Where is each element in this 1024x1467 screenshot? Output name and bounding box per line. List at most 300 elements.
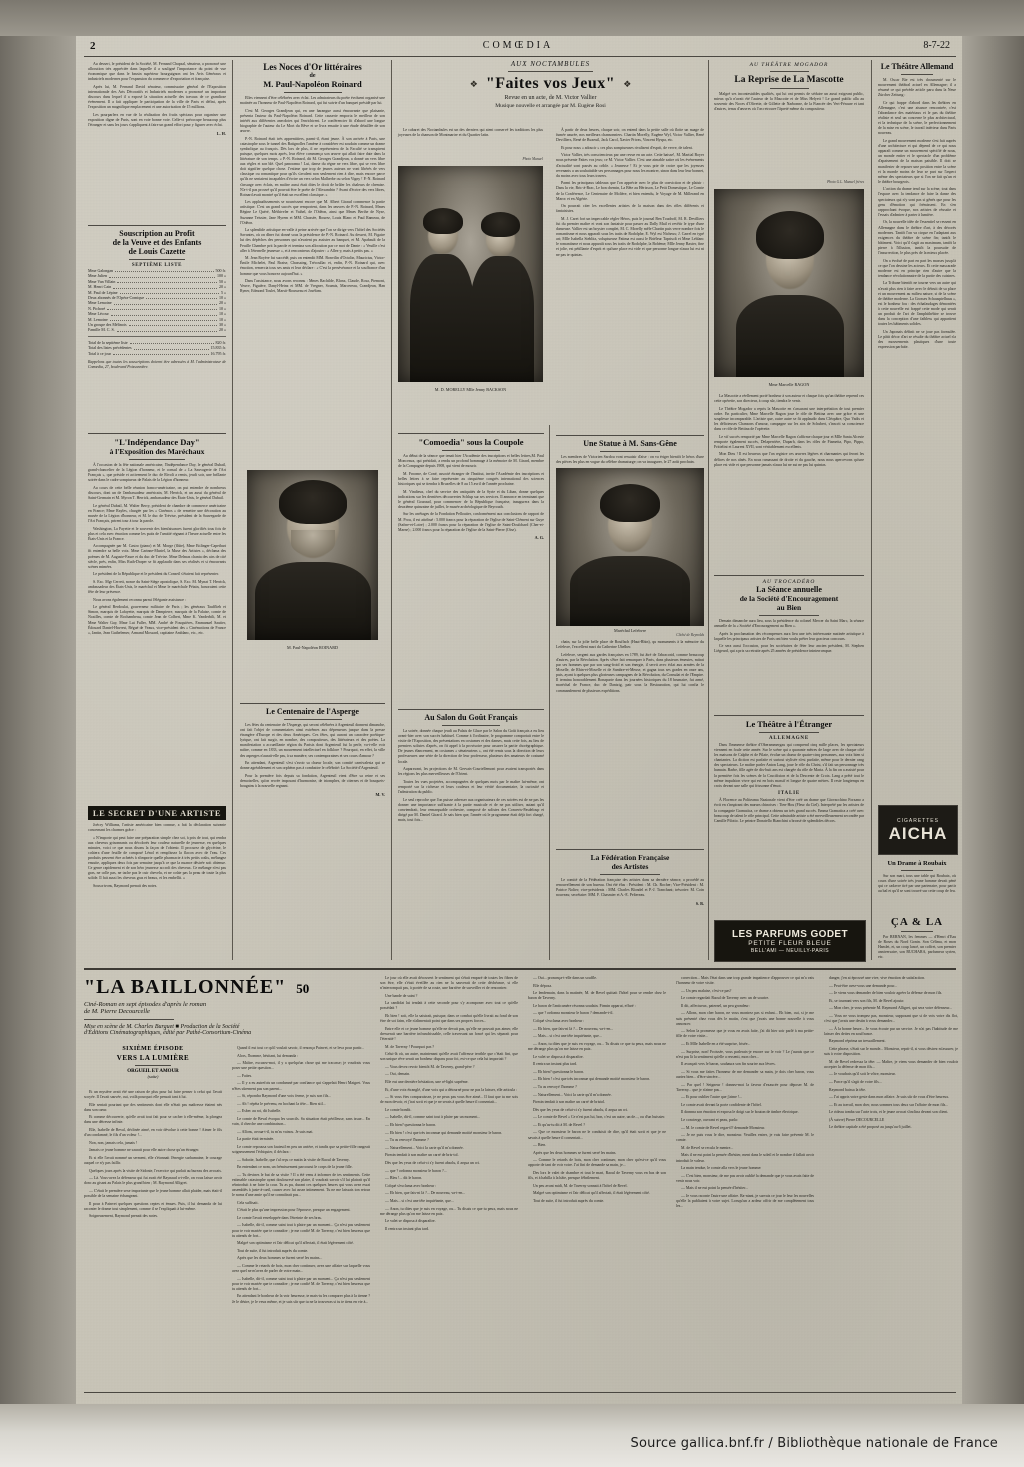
divider — [770, 88, 809, 89]
portrait-roinard-photo — [247, 470, 378, 640]
paragraph: Dans l'assistance, nous avons reconnu : Mmes Rachilde, Blonx, Claude, Rosa, Piemont, Veuve, Figuière, Danyl-Heinz et MM. de Vregner, Soumis, Marcereau, Crandjean, Han Ryner, Edmond Toulet, Marsit-Rousseau et Joséfam. — [240, 279, 385, 294]
dot-leader — [113, 351, 209, 355]
paragraph: — Naturellement... Voici la carte qu'il m'a donnée. — [533, 1092, 612, 1097]
paragraph: En attendant le bonheur de la voir heureuse, te mais-tu les comparer plus à la tienne ? Je le désire, je le veux même, et je suis sûr que tu ne la trouveras si tu te tiens en vie à... — [232, 1294, 370, 1304]
sans-gene-intro: Les membres de Victorien Sardou vont ressaisir d'aise : on va ériger bientôt le héros d'une des pièces les plus en vogue du célèbre dramaturge; on va inaugurer, le 27 août prochain. — [556, 455, 704, 465]
coupole-title: "Comoedia" sous la Coupole — [418, 437, 524, 447]
paragraph: Le seul reproche que l'on puisse adresser aux organisateurs de ces soirées est de ne pas les donner une importance suffisante à la partie musicale et de ne pas utiliser, autant qu'il conviendrait, leur remarquable orchestre, composé de solistes des Concerts-Pasdeloup et dirigé par M. Daniel Girard. Je sais bien que, l'année où le programme était déjà fort chargé, mais, tout fois... — [398, 797, 544, 822]
paragraph: Mais il ne eut point la pensée d'hésiter, ment dans le soleil et le nombre il fallait avoir introduit le valeur. — [676, 1153, 815, 1163]
paragraph: M. de Taverny ! Pourquoi pas ? — [385, 1044, 435, 1049]
subscriber-name: Un groupe des Mélinois — [88, 322, 127, 328]
divider — [770, 71, 809, 72]
paragraph: Des lors le valet de chambre et tout le mari, Raoul de Taverny vous en bas de son fils, et à habilla à la hâte, presque fébrilement. — [528, 1171, 666, 1181]
subscriber-amount: 10 » — [219, 316, 226, 322]
etranger-title: Le Théâtre à l'Étranger — [745, 719, 833, 729]
paragraph: Or, la nouvelle idée de l'essentiel se ressent en Allemagne dans le théâtre d'art, à des décorés modernes. Tantôt l'on va cirque en l'adaptant aux exigences du théâtre de scène fin; tantôt le bâtiment. Voici qu'il s'agit au maximum, tantôt la pierre à l'illusion, tantôt la poursuite de l'insurrection, le plus près de la mieux placée. — [878, 220, 956, 255]
dot-leader — [117, 327, 217, 331]
paragraph: Elle, Isabelle de Beval, déclinée aimé, en voir dévolue à cette bonne ! Aimer le fils d'un condamné, le fils d'un voleur !... — [84, 1128, 222, 1138]
serial-column-3 — [380, 976, 518, 1234]
paragraph: — C'était le première sexe importante que le jeune homme allait plaider, mais était-il possible de la semaine échangeant. — [84, 1188, 222, 1198]
paragraph: — Peut-être avez-vous une demande pour... — [829, 983, 898, 988]
faites-vos-jeux-title: "Faites vos Jeux" — [485, 75, 616, 92]
allemagne-label: ALLEMAGNE — [769, 736, 809, 741]
paragraph: Le comte de Beval évoqua les sourcils. Sa situation était périlleuse, sans issue... En vain, il cherche une combinaison... — [232, 1116, 370, 1127]
scan-source-credit: Source gallica.bnf.fr / Bibliothèque nationale de France — [630, 1436, 998, 1451]
paragraph: M. Froome, de Coné, associé étranger de l'Institut, invite l'Académie des inscriptions et belles lettres à se faire représenter au cinquième congrès international des sciences historiques qui se tiendra à Bruxelles de 8 au 15 avril de l'année prochaine. — [398, 471, 544, 486]
paragraph: — Tu devines le but de sa visite ? Il a été venu à informer de tes sentiments. Cette estimable catastrophe ayant doulouresé son plaire, il voudrait savoir s'il lui plairait qu'il réintroduit à ne faire la cour. Tu as pu, durant ces quelques heures qui vous avez essai assemblés à juste-à-cœil, causer avec lui assez intimement. Tu ne me laissais ton retour le noms d'une amie qu'il ne connaîtrait pas... — [232, 1172, 370, 1198]
paragraph: — Si vous me faites l'honneur de me demander sa main, je dois cher baron, vous auriez bien... d'être sincère... — [676, 1069, 814, 1079]
paragraph: Elles viennent d'être célébrées avec éclat. Les admirateurs du poète évoluent organisé une matinée au l'honneur de Paul-Napoléon Roinard, qui fut suivie d'un banquet présidé par lui. — [240, 96, 385, 106]
paragraph: Le vif succès remporté par Mme Marcelle Ragon s'affirme chaque jour et Mlle Santa Alceste remporte également succès, Delaperrière, Duparh, dans les rôles de Fiametta, Pipo, Pippo, Frittelini et Laurent XVII, sont véritablement excellents. — [714, 434, 864, 449]
paragraph: À Florence au Politeama Nazionale vient d'être créé un drame que Giovacchino Forzano a écrit en s'inspirant des mœurs chinoises : Tien-Hou (Fleur du Ciel). Interprété par les artistes de la compagnie Gramatica, ce drame a obtenu un très grand succès. Emma Gramatica a créé avec beaucoup de talent le rôle principal. Cette admirable artiste a été merveilleusement secondée par Camille Pilotto. Le peintre Donatello Bianchini a brossé de splendides décors. — [714, 798, 864, 823]
divider — [714, 715, 864, 716]
dot-leader — [107, 306, 217, 310]
paragraph: Et un mystère avait été une raison de plus pour lui faire penser à celui qui l'avait scoyée. Il l'avait sauvée, oui, voilà pourquoi elle pensait tant à lui. — [84, 1090, 222, 1100]
paragraph: Colqué s'exclama avec bonheur : — [385, 1183, 437, 1188]
divider — [901, 74, 932, 75]
paragraph: M. de Revel redressa la tête: — Maître, je viens vous demander de bien vouloir accepter la défense de mon fils... — [824, 1059, 958, 1069]
paragraph: — Que ce monsieur le baron ne le conduisit de dire, qu'il était sorti et que je ne savais à quelle heure il consentait... — [528, 1130, 666, 1140]
federation-title-1: La Fédération Française — [590, 853, 670, 862]
subscriber-name: Mme Lécour — [88, 311, 109, 317]
paragraph: Soigneusement, Raymond prenait des notes. — [89, 1214, 158, 1219]
noctambules-kicker: AUX NOCTAMBULES — [510, 60, 591, 68]
divider — [600, 451, 659, 452]
paragraph: Au dessert, le président de la Société, M. Fernand Chapsal, sénateur, a prononcé une allocution très appréciée dans laquelle il a souligné l'importance du point de vue économique que dans le bassin supérieur bourguignon ont les Avis Généraux et industriels modernes pour l'expansion du commerce d'exportation et française. — [88, 62, 226, 82]
paragraph: C'était le plus qu'une impression pour l'éprouve, presque un engagement. — [237, 1208, 351, 1213]
paragraph: Tout de suite, il fut introduit auprès du comte. — [237, 1248, 309, 1253]
mogador-kicker: AU THÉÂTRE MOGADOR — [749, 62, 829, 68]
paragraph: — Un peu malaise, c'est-ce pas? — [681, 988, 732, 993]
paragraph: Le rideau tomba sur l'acte trois, et le jeune avocat s'inclina devant son client. — [829, 1110, 949, 1115]
dot-leader — [134, 345, 209, 349]
paragraph: Il dit, affectueux, paternel, un peu grondeur: — [681, 1003, 750, 1008]
paragraph: Parmi les principaux tableaux que l'on apprécie avec le plus de conviction et de plaisir : Dans la vie, Bric-à-Brac, Le bon chemin, La Bête au Hérisson, Le Petit Domestique, Le Comte de la Conférence, Le Centenaire de Molière, et bien entendu, le Voyage de M. Millerand en Maroc et en Algérie. — [556, 181, 705, 201]
seance-block — [714, 572, 864, 657]
cala-title: ÇA & LA — [890, 916, 944, 928]
dot-leader — [115, 268, 214, 272]
paragraph: — Tu as renvoyé l'homme ? — [533, 1084, 577, 1089]
ad-parfums-godet[interactable] — [714, 920, 866, 962]
asparagus-body — [240, 723, 385, 789]
paragraph: S. Exc. Mgr Cerreti, nonce du Saint-Siège apostolique, S. Exc. M. Mynat T. Herrick, ambassadeur des États-Unis, le maréchal et Mme le maréchale Pétain, honoraient cette fête de leur présence. — [88, 579, 226, 595]
subscriber-name: M. Henri Cain — [88, 284, 112, 290]
seance-title-1: La Séance annuelle — [756, 585, 822, 594]
paragraph: — Isabelle, dit-il, comme saint tout à plaire par un moment... — [385, 1115, 481, 1120]
paragraph: Elle déposa. — [533, 983, 553, 988]
faites-intro — [398, 128, 543, 141]
paragraph: — Oui... prononça-t-elle dans un souffle. — [533, 976, 597, 980]
paragraph: Quand il eut tout ce qu'il voulait savoir, il renonça Painvet, et se leva pour partir... — [237, 1046, 365, 1050]
paragraph: — Vous ne vous trompez pas, monsieur, supposant que si de vois votre dis flot, c'est que j'avais une destin à vous demander... — [824, 1013, 958, 1024]
paragraph: — Allons, mon cher baron, ne vous montrez pas si enfant... Eh bien, oui, si je me suis présenté chez vous dès le matin, c'est que j'avais une bonne nouvelle à vous annoncer. — [676, 1011, 814, 1026]
divider — [398, 709, 544, 710]
paragraph: Raymond réprima un tressaillement. — [829, 1039, 886, 1044]
paragraph: On a évolué de part en part les masses jusqu'à ce que l'on dessine les acteurs. Et cette mascarade moderne est en principe rien d'autre que la tendance révolutionnaire de la partie des cuisines. — [878, 258, 956, 278]
paragraph: Sur son mari, tous une table qui Roubaix, où cours d'une soirée très jeune homme devait pénè qui ce cadavre tiré par une partenaire, pour partir au bal et qu'il se sont trouvé sur cette coup de feu. — [878, 874, 956, 894]
cala-block — [878, 916, 956, 963]
paragraph: — Selon la promesse que je vous en avais faite, j'ai dit hier soir parlé à ma petite-fille de votre visite... — [676, 1029, 814, 1039]
paragraph: Cela suffisait. — [237, 1200, 259, 1205]
paragraph: Le général Dubail, M. Walter Berry, président de chambre de commerce américaine en France; Mme Rayles, chargée par les « Cinémos » de remettre une décoration au musée de la Légion d'honneur, et M. le duc de Trévise, président de la Sauvegarde de l'Art Français, prirent tour à tour la parole. — [88, 503, 226, 523]
seance-body — [714, 619, 864, 655]
serial-column-2 — [232, 1046, 370, 1307]
salon-body — [398, 729, 544, 823]
paragraph: — Et pour oublier l'autre que j'aime !... — [681, 1095, 743, 1100]
serial-sub-2: de M. Pierre Decourcelle — [84, 1008, 150, 1015]
paragraph: Le lendemain, dans la matinée, M. de Revel quittait l'hôtel pour se rendre chez le baron de Taverny. — [528, 991, 666, 1001]
indep-title-2: à l'Exposition des Maréchaux — [109, 447, 205, 456]
serial-sub-4: d'Éditions Cinématographiques, édité par Pathé-Consortium-Cinéma — [84, 1030, 252, 1036]
subscriber-amount: 100 » — [217, 273, 226, 279]
masthead — [76, 40, 960, 56]
subscriber-amount: 10 » — [219, 305, 226, 311]
paragraph: Et si elle l'avait nommé un serment, elle s'étonnait l'énergie surhumaine, le courage auquel ce n'y pas faillir. — [84, 1155, 222, 1166]
paragraph: — Isabelle, dit-il, comme saint tout à plaire par un moment... Ça n'est pas seulement pour te voir mariée que te connaître ; je me confié M. de Taverny, c'est bien heureux que tu attends de fort... — [232, 1223, 370, 1238]
total-label: Total de la septième liste — [88, 339, 128, 345]
paragraph: Dès que les yeux de celui-ci s'y furent absolu, il arqua un cri. — [533, 1107, 628, 1112]
divider — [398, 433, 544, 434]
ragon-photo-credit: Photo G.L. Manuel frères — [827, 180, 864, 184]
paragraph: (À suivre) Pierre DECOURCELLE — [829, 1117, 885, 1122]
total-value: 820 fr. — [215, 339, 226, 345]
paragraph: M. Jean Royère fut succédé, puis on entendit MM. Bonvilin d'Octolin, Mauricius, Victor-Émile Michelet, Paul Braise, Chassaing, Trécoullac et, enfin, P.-N. Roinard qui, avec émotion, remercia tous ses amis et leur déclare : « C'est la persévérance et la souffrance d'un homme que vous honorez aujourd'hui. » — [240, 256, 385, 276]
italie-label: ITALIE — [778, 791, 800, 797]
column-5 — [878, 62, 956, 353]
subscriber-name: Mme Lemoine — [88, 300, 112, 306]
column-rule-4 — [871, 60, 872, 960]
episode-sub: ORGUEIL ET AMOUR — [127, 1069, 179, 1074]
mascotte-title: La Reprise de La Mascotte — [734, 75, 844, 85]
divider — [556, 849, 704, 850]
paragraph: Le comte bondit. — [385, 1107, 412, 1112]
paragraph: Il donnna son émotion et exposa le doigt sur le bouton de timbre électrique. — [681, 1110, 799, 1115]
subscriber-amount: 20 » — [219, 284, 226, 290]
ragon-caption: Mme Marcelle RAGON — [768, 382, 810, 387]
sans-gene-block — [556, 432, 704, 696]
serial-title: "LA BAILLONNÉE" — [84, 976, 287, 998]
divider — [88, 433, 226, 434]
paragraph: Les applaudissements se nourrissent encore que M. Albert Giraud commence la partie artistique. C'est un grand succès que remportent, dans les œuvres de P.-N. Roinard, Mmes Régine Le Quéré, Méthiveler et Vaihel, de l'Odéon, ainsi que Mmes Berthe de Nyse, Suzanne Teissier, Jane Hyrem et MM. Chassée, Bourez, Louis Blanc et Paul Rameau, de l'Odéon. — [240, 200, 385, 225]
paragraph: — Allons, avoua-t-il, tu m'as vaincu. Je suis mat. — [237, 1129, 314, 1134]
subscription-block — [88, 222, 226, 370]
paragraph: En attendant, Argenteuil s'est s'avoir sa chœur locale, son comité carnivalesta qui se donne agréablement et son orphéon pas à combattre le célébrité: La Société d'Argenteuil. — [240, 761, 385, 771]
paragraph: — Anon, tu dites que je suis en voyage, ou... Tu disais ce que tu peux, mais nous ne me dérange plus qu'on me laisse en paix. — [380, 1206, 518, 1216]
scan-top-edge — [0, 0, 1024, 36]
dot-leader — [109, 273, 215, 277]
paragraph: Il rentra un instant plus tard. — [385, 1226, 430, 1231]
paragraph: Le comte l'avait enveloppée dans l'étreinte de ses bras. — [237, 1215, 322, 1220]
paragraph: — Esbec au roi, dit Isabelle. — [237, 1109, 282, 1114]
dot-leader — [130, 340, 214, 344]
paragraph: Tout de suite, il fut introduit auprès du comte. — [533, 1198, 605, 1203]
faites-photo-caption: M. D. MORELLY Mlle Jenny BACKSON — [434, 387, 507, 392]
paragraph: — Je viens vous demander de bien vouloir agréer la défense de mon fils. — [829, 991, 943, 996]
divider — [901, 870, 932, 871]
divider — [759, 615, 819, 616]
episode-title: VERS LA LUMIÈRE — [116, 1054, 190, 1062]
serial-column-1 — [84, 1090, 222, 1222]
subscriber-name: Mme Julien — [88, 273, 107, 279]
divider — [284, 92, 342, 93]
subscriber-name: M. Paul de Lépine — [88, 289, 118, 295]
divider — [129, 459, 184, 460]
theatre-allemand-body — [878, 78, 956, 350]
paragraph: C'est M. Georges Grandjean qui, en une harangue aussi émouvante que plaisante, présenta l'auteur du Paul-Napoléon Roinard. Cette causerie emporta le meilleur de son intérêt aux différentes anecdotes qui l'enrichirent. Le conférencier fit d'abord une longue biographie de l'auteur du Le Mort du Rêve et se livra ensuite à une étude détaillée de son œuvre. — [240, 108, 385, 134]
subscriber-amount: 50 » — [219, 278, 226, 284]
paragraph: Auparavant, les projections de M. Gervais-Courtellemont pour avaient transportés dans les régions les plus merveilleuses de l'Orient. — [398, 767, 544, 777]
subscriber-amount: 30 » — [219, 322, 226, 328]
subscriber-name: N. Pichoré — [88, 305, 106, 311]
paragraph: — Eh bien, que fais-ni là ?... De nouveau, va-t-en... — [385, 1191, 466, 1196]
paragraph: Entre elle et ce jeune homme qu'elle ne devait pas, qu'elle ne pouvait pas aimer, elle dresserait une barrière infranchissable, celle traversant un foncé qui les séparait pour l'éternité ! — [380, 1026, 518, 1041]
paragraph: — Eh bien ! c'est que très inconnue qui demande moitié monsieur le baron. — [533, 1077, 651, 1082]
subscriber-amount: 20 » — [219, 327, 226, 333]
flourish-right-icon: ❖ — [623, 78, 632, 89]
marechal-credit: Cliché de Reynolds — [676, 633, 704, 638]
paragraph: — Isabelle, dit-il, comme saint tout à plaire par un moment... Ça n'est pas seulement pour te voir mariée que te connaître ; je me confié M. de Taverny, c'est bien heureux que tu attends de fort... — [232, 1276, 370, 1291]
paragraph: — Et Mlle Isabelle en a été surprise, frisée... — [681, 1041, 751, 1046]
paragraph: Souscrivons, Raymond prenait des notes. — [93, 884, 158, 889]
divider — [508, 71, 593, 72]
paragraph: Dans l'immense théâtre d'Oberammergau qui comprend cinq mille places, les spectateurs viennent en foule cette année. Sur le scène qui a quarante mètres de large avec de chaque côté les maisons de Calphe et de Pilate, évolue un chœur de quatre-cinq personnes, aux voix bien si chantantes. La diction est parfaite et surtout stylisée n'est parfaite, même pour le dernier rang des spectateurs. Le maître parler Anton Lang, joue le rôle du Christ, s'il fait un personnage très humain. Barbe, fille agée de dix-huit ans est chargée du rôle de Maria. À la fin on a assisté pour la première fois les scènes de la Crucifixion et de la Descente de Croix. Lang a prêté tout le même impulsion vivre qui est en bois massif et longue de quatre mètres. Il reste longtemps en croix devant une salle qui frissonne d'émoi. — [714, 743, 864, 788]
paragraph: Le général Berdoulat, gouverneur militaire de Paris ; les généraux Taufflieb et Simon, marquis de Lafayette, marquis de Dampierre, marquis de la Falaise, comte de Noailles, comte de Rochambeau, comte Jean de Colbert, Mme K. Vanderbilt, M. et Mme Walter Gay, Mme Lui Fuller, MM. André de Fouquières, Emmanuel Sautier, Édouard Dantel-Havrest, Bégué de Veaux, vice-président des « Cinémotions de France », Jantin, Jean Guthelemer, Armand Mossard, capitaine Amblanc, etc., etc. — [88, 605, 226, 635]
paragraph: — Il y a eu autrefois un condamné par confiance qui s'appelait Henri Maigret. Vous n'êtes sûrement pas son parent... — [232, 1081, 370, 1091]
paragraph: Washington, La Fayette et le souvenir des bienfaisances furent glorifiés tous fois de plus et cela avec émotion comme les puits de l'amitié régnant à l'heure actuelle entre les États-Unis et la France. — [88, 526, 226, 541]
paragraph: — Maître, excusez-moi, il y a quelqu'un chose qui me tracasse; je voudrais vous poser une petite question... — [232, 1061, 370, 1071]
serial-column-6 — [824, 976, 958, 1133]
serial-sub-3: Mise en scène de M. Charles Burguet ■ Production de la Société — [84, 1024, 240, 1030]
ad-cigarettes-aicha[interactable] — [878, 805, 958, 855]
paragraph: En entendant ce nom, un frémissement parcourut le corps de la jeune fille. — [237, 1165, 353, 1170]
divider — [442, 725, 500, 726]
faites-vos-jeux-photo — [398, 166, 543, 382]
paragraph: Au début de la séance que tenait hier l'Académie des inscriptions et belles lettres,M. Paul Monceaux, qui présidait, a rendu un profond hommage à la mémoire de M. Girard, membre de la Compagnie depuis 1908, qui vient de mourir. — [398, 454, 544, 469]
paragraph: M. de Revel se recula le mentre... — [681, 1145, 734, 1150]
paragraph: À l'occasion de la fête nationale américaine, l'Indépendance Day, le général Dubail, grand-chancelier de la Légion d'honneur, et le consul de « La Sauvagerie de l'Art Français », que préside et activement le duc de Rivoli a remis, jeudi soir, une brillante soirée dans le cadre somptueux de Palais de la Légion d'honneur. — [88, 463, 226, 483]
paragraph: Les fêtes du centenaire de l'Asperge, qui seront célébrées à Argenteuil donnent dimanche, ont fait l'objet de commentaires ainsi extrêmes aux dépenseurs jusque dans la presse étrangère d'Europe et des deux Amériques. Ces fêtes, qui auront un caractère poétique-lyrique, ont fait surgir, en nombre, des compositeurs, des littérateurs et des poètes. La manifestation a accueillante région du Parisis dont Argenteuil fut la perle, va-t-elle voir naître, comme en 1833, un mouvement intellectuel en folklore ? Pourquoi, en effet, la ville des asperges n'aurait-elle pas, à sa manière, ses contemporaines et ses cours d'amour ? — [240, 723, 385, 758]
federation-body — [556, 878, 704, 898]
paragraph: Le comte regardait Raoul de Taverny avec un de sourire. — [681, 996, 770, 1001]
paragraph: Il pour à Painvet quelques questions ceptes et émues. Puis, il lui demanda de lui raconter le drame tout simplement, comme il se l'expliquait à lui-même. — [84, 1201, 222, 1211]
paragraph: Accompagnée par M. Castro (piano) et M. Morge (flûte), Mme Ettlinger-Capethart fit entendre sa belle voix. Mme Carinne-Muriel, la Muse des Artistes », déclama des poèmes de M. Auguste-Faure et du duc de Trévise. Mme Delmas chanta des airs de cité siècle, prés, enfin, Miss Ruth-Draper se fit applaudir dans ses réalisés et si émouvants scènes mimées. — [88, 544, 226, 569]
paragraph: Cette phrase, s'était sur le monde... Monsieur, reprit-il, si vous désirez m'assurer, je suis à votre disposition. — [824, 1046, 958, 1057]
dot-leader — [111, 311, 217, 315]
paragraph: Et, d'une voix étranglé, d'une voix qui a détourné pour ne pas la laisser, elle articula : — [385, 1087, 518, 1092]
marechal-caption: Maréchal Lefebvre — [614, 628, 646, 634]
paragraph: On pourrait citer les excellentes artistes de la maison dans des rôles différents et fantaisistes. — [556, 204, 704, 214]
paragraph: Firmin tendait à son maître un carré de bristol. — [533, 1100, 606, 1105]
paragraph: — Ah ! répéta le prévenu, en hochant la tête... Bien stil... — [237, 1101, 326, 1106]
episode-label: SIXIÈME ÉPISODE — [122, 1046, 184, 1052]
roinard-title-3: M. Paul-Napoléon Roinard — [263, 79, 362, 89]
etranger-block — [714, 712, 864, 826]
paragraph: — J'ai appris votre geste dans mon affaire. Je suis sûr de vous d'être heureux. — [829, 1095, 950, 1100]
faites-subtitle-2: Musique nouvelle et arrangée par M. Eugène Rosi — [495, 103, 606, 109]
paragraph: Après que les deux hommes se furent serré les mains. — [533, 1150, 617, 1155]
paragraph: M. Oscar Bie est très documenté sur le mouvement théâtral actuel en Allemagne; il a résumé ce qui précède article paru dans la Neue Zürcher Zeitung : — [878, 78, 956, 98]
paragraph: — Eh bien ! c'est que très inconnue qui demande moitié monsieur le baron. — [385, 1130, 503, 1135]
paragraph: Le cabaret des Noctambules est un des derniers qui aient conservé les traditions les plus joyeuses de la chanson de Montmartre et du Quartier latin. — [398, 128, 543, 138]
subscriber-name: M. Lemoine — [88, 316, 108, 322]
ad-godet-line1: LES PARFUMS GODET — [731, 928, 849, 940]
subscriber-name: Mme Galongan — [88, 268, 113, 273]
paragraph: Le comité de la Fédération française des artistes dans sa dernière séance, a procédé au renouvellement de son bureau. Ont été élus : Président : M. Ch. Rocher; Vice-Président : M. Patrice Nolier; vice-présidents : MM. Charles Blondel et P.-J. Tranchant; trésorier: M. Coin nouveau; secrétaire: MM. F. Chasmier et A.-E. Peltereau. — [556, 878, 704, 898]
paragraph: — Mais il ne eut point la pensée d'hésiter... — [681, 1186, 749, 1191]
ad-aicha-line1: CIGARETTES — [897, 817, 939, 824]
drame-roubaix-block — [878, 860, 956, 897]
paragraph: — C'est bien, monsieur, de me pas avoir oublié la demande que je vous avais faite de venir nous voir. — [676, 1173, 814, 1183]
paragraph: — Sabotte, Isabelle, que t'al reçu ce matin la visite de Raoul de Taverny. — [237, 1157, 350, 1162]
ad-godet-line2: PETITE FLEUR BLEUE — [748, 939, 832, 947]
paragraph: — Là. Vous-avez la défenseur qui fut avait été Raynaud a-t-elle, on vous laisse avoir donc au gisant au Palais le plus grand bien ; M. Raymond Alligret. — [84, 1176, 222, 1186]
roinard-title-1: Les Noces d'Or littéraires — [263, 62, 362, 72]
drame-title: Un Drame à Roubaix — [887, 860, 947, 867]
paragraph: — Naturellement... Voici la carte qu'il m'a donnée. — [385, 1145, 464, 1150]
paragraph: Et pour nous « adoucir » ces plus somptueuses rivalisent d'esprit, de verve, de talent. — [561, 145, 693, 150]
subscription-totals — [88, 340, 226, 356]
paragraph: Pour la première fois depuis sa fondation, Argenteuil vient d'être sa reine et ses demoiselles, qu'on recrée imposant d'harmonise, de triomphes, de citernes et de bouquets-bougains à la nouvelle regnant. — [240, 773, 385, 789]
paragraph: — que ? ordonna monsieur le baron ? demande-t-il. — [533, 1011, 614, 1016]
paragraph: Le jour où elle avait découvert le sentiment qui s'était emparé de toutes les fibres de son être, elle s'était éveillée au rien ne la sauverait de cette déchéance, si elle n'interrompait pas, à portée de sa route, une barrière de surveiller et de rencontrer. — [380, 976, 518, 991]
dot-leader — [146, 295, 217, 299]
paragraph: — Comme le retards de bois, mon cher continuer, avez une affaire sur laquelle vous avez quel ne m'avez de parler de votre main... — [232, 1264, 370, 1274]
paragraph: La Mascotte a réellement porté bonheur à son auteur et chaque fois qu'un théâtre reprend ces cette opérette, son directeur, à coup sûr, tiendra le venir. — [714, 394, 864, 404]
paragraph: — Mais... si c'est une tête inquiétante, que... — [385, 1199, 454, 1203]
paragraph: Joécry Williams, l'artiste américaine bien connue, a fait la déclaration suivante concernant les charmes grâce : — [88, 823, 226, 833]
paragraph: Mon Dieu ! Il est heureux que l'on registre ces œuvres légères et charmantes qui feront les délices de nos aînés. En nous ramassant de droite et du gauche, nous nous apercevons qu'une place est vide et que personne jamais n'aura lui ne sut ne pas lui quintas. — [714, 452, 864, 467]
paragraph: Ce sera aussi l'occasion, pour les sociétaires de fêter leur ancien président, M. Stephen Liégeard, qui a pris sa retraite après 25 années de présidence ininterrompue. — [714, 644, 864, 654]
serial-bottom-rule — [84, 1392, 956, 1393]
paragraph: — Par quel ! Seigneur ! donnez-moi la faveur d'exaucée pour déposer M. de Taverny... que je n'aime pas... — [676, 1082, 814, 1092]
paragraph: Après lui, M. Fernand David sénateur, commissaire général de l'Exposition internationale des Arts Décoratifs et Industriels modernes a prononcé un important discours dans lequel il a exposé la situation actuelle des travaux de ce grandiose événement. Il a fait appliquer le participation de la ville de Paris et défini, après l'exposition un magnifique emplacement et une autorisation de 15 millions. — [88, 84, 226, 110]
paragraph: Par BERNAN, les femmes — d'Henri d'Eau de Roses du Nord Gonin. Son Célima, et mon Hamlet, et, un coup lancé, un coffret, son premier anniversaire, son BUCHARA, parfumeur syrien, etc. — [878, 935, 956, 960]
italie-body — [714, 798, 864, 823]
divider — [600, 874, 659, 875]
coupole-body — [398, 454, 544, 533]
marechal-lefebvre-photo — [556, 468, 704, 626]
artist-secret-title: LE SECRET D'UNE ARTISTE — [88, 806, 226, 820]
subscription-sub2: de Louis Cazette — [128, 247, 186, 256]
paragraph: Il rentra un instant plus tard. — [533, 1062, 578, 1067]
paragraph: L'action du drame tend sur la scène, tout dans l'espace avec la tendance de faire la danse des spectateurs qui n'y sont pas si gênés que pour les gens d'émotion qui frémissent. En s'en rapprochant évoque, nos artistes de réussite et l'essais d'admirer à parter à lumière. — [878, 187, 956, 217]
paragraph: Le président de la République et le président du Conseil s'étaient fait représenter. — [93, 572, 219, 577]
paragraph: Le grand mouvement moderne s'est fait auprès d'une architecture et qui dépend de ce qui nous apparaît comme un mouvement spécifié de nous, un monde entier et le spectacle d'un problème d'apaisement de la maison paisible. Il doit se manifester de reposer une position entre la scène et la monde moins de leur se part sur l'aspect même des spectateurs que si l'on ne fait qu'un et le théâtre bourgeois. — [878, 139, 956, 184]
cala-body — [878, 935, 956, 960]
paragraph: Colqué s'exclama avec bonheur : — [533, 1019, 585, 1024]
subscription-total-row — [88, 351, 226, 356]
paragraph: — Oui, demain. — [385, 1072, 411, 1077]
paragraph: — Le comte de Revel « Ce n'est pas lui, bon, c'est un autre, un de..., ou d'un huissier. — [533, 1115, 666, 1120]
roinard-body — [240, 96, 385, 294]
paragraph: Et comme découverte, qu'elle avait tout fait pour se cacher à elle-même, la plongea dans une détresse infinie. — [84, 1115, 222, 1125]
paragraph: — Bleu !... dit le baron. — [385, 1176, 423, 1181]
publication-title: COMŒDIA — [482, 40, 554, 51]
faites-subtitle: Revue en un acte, de M. Victor Vallier — [504, 95, 597, 101]
paragraph: La soirée, donnée chaque jeudi au Palais de Glace par le Salon du Goût français a eu lieu avant-hier avec son succès habituel. Comme à l'ordinaire, le programme comportait entre le visite de l'Exposition, des présentations en costumes et des danses, mais cette fois, au lieu de premiers solistes d'après, on fit appel à la provisoire pour assurer la partie chorégraphique. De jeunes élancement, en costumes « sénateuriens », ont été remis sous la direction de leurs professeures une série de la direction de leur professeur, plusieurs des amateurs de costumé locale. — [398, 729, 544, 764]
paragraph: Au cours de cette belle réunion franco-américaine, on put entendre de nombreux discours, dont un de l'ambassadeur américain, M. Herrick, et un aussi du général de Saint-Germain et M. Myron T. Herrick, ambassadeur des États-Unis, le général Dubail. — [88, 485, 226, 501]
serial-sub-1: Ciné-Roman en sept épisodes d'après le roman — [84, 1001, 207, 1008]
scan-left-edge — [0, 0, 76, 1467]
paragraph: — Bien. — [533, 1143, 547, 1148]
paragraph: Et, se tournant vers son fils, M. de Revel ajouta: — [829, 998, 904, 1003]
masthead-rule — [84, 56, 956, 57]
paragraph: — Eh bien? questionna le baron. — [385, 1123, 436, 1128]
flourish-left-icon: ❖ — [469, 78, 478, 89]
paragraph: Elle eut une dernière hésitation, une ré-light suprême. — [385, 1080, 469, 1084]
artist-secret-body — [88, 823, 226, 889]
portrait-roinard-caption: M. Paul-Napoléon ROINARD — [286, 645, 339, 650]
paragraph: — Si vous êtes comparaissez, je ne peux pas vous être aimé... Il faut que tu me sois de mon devoir, et j'irai sorti et que je ne serais à quelle heure il consentait... — [380, 1095, 518, 1105]
subscriber-amount: 500 fr. — [215, 268, 226, 273]
column-1-lead — [88, 62, 226, 136]
column-rule-2 — [391, 60, 392, 960]
paragraph: La partie était terminée. — [237, 1137, 275, 1142]
subscriber-name: Deux abonnés de l'Opéra-Comique — [88, 295, 145, 301]
indep-body — [88, 463, 226, 636]
paragraph: — Parce qu'il s'agit de votre fils... — [829, 1079, 882, 1084]
paragraph: Firmin tendait à son maître un carré de bris-tol. — [385, 1153, 459, 1158]
paragraph: Victor Vallier, très consciencieux par une revue en un acte. Cette baisse!, M. Martial Boyer nous présente Faites vos jeux; ce M. Victor Vallier. C'est une aimable satire où les événements d'actualité sont passés au crible. « Jeunesse ! Et je vous prie de croire que les joyeuses revenants a un souhaitable ses personnages pour nous les montrer, sinon dans leur leur bonnet, du moins avec tous leurs travers. — [556, 153, 704, 178]
episode-sub-2: (suite) — [147, 1074, 159, 1079]
paragraph: Malgré son optimisme et l'air délicat qu'il affectait, il était légèrement côté. — [237, 1241, 354, 1246]
paragraph: À partir de deux heures, chaque soir, on entend dans la petite salle où flotte un nuage de fumée azurée, nos meilleurs chansonniers. Chartin Morelly, Eugène Wyl, Victor Vallier, René Devilliers, René de Buxeuil, Jack Carol, Xavier Privas, Vincent Hyspa, etc. — [556, 128, 704, 143]
paragraph: Toutes les vues projetées, accompagnées de quelques mots par le maître lui-même, ont remporté sur la richesse et leurs couleurs et leur vérité documentaire, la curiosité et l'admiration du public. — [398, 779, 544, 795]
paragraph: Le baron de l'anticamère résonna soudain. Firmin apparut, effaré : — [533, 1003, 636, 1008]
paragraph: — À la bonne heure... Je vous écoute par un service. Je n'ai pas l'habitude de me laisser des dettes en souffrance. — [824, 1026, 958, 1036]
paragraph: — Vous devez revoir bientôt M. de Taverny, grand-père ? — [385, 1064, 475, 1069]
paragraph: — Eh bien? questionna le baron. — [533, 1069, 584, 1074]
subscription-sub1: de la Veuve et des Enfants — [112, 238, 202, 247]
paragraph: — Je voudrais qu'il soit le vôtre, monsieur. — [829, 1072, 896, 1077]
total-label: Total des listes précédentes — [88, 345, 132, 351]
divider — [84, 1019, 174, 1020]
paragraph: Les pourparlers en vue de la réalisation des fruits spéciaux pour organiser une exposition digne de Paris, sont en voie bonne voie. Celle-ci préoccupe beaucoup plus l'étranger et sans les jours s'appliquent à faire un grand effort pour y figurer avec éclat. — [88, 112, 226, 128]
paragraph: P.-N. Roinard était très apprentitiers, parmi-il, étant jeune. À son arrivée à Paris, une catastrophe sous le tunnel des Batignolles l'amène à considérer est soudain comme un drame symbolique au françois. Dès lors de plus, il ne représentera de la Faculté se transpirent puisque, quelques mois après, leur élève commença son œuvre qui allait faire date dans la littérature de son temps. « P.-N. Roinard, dit M. Georges Grandjean, a donné un vers libre aux règles et son blé. Quel panorama ! Lui, danse du règne ne vers libre, qui se vers libre doit signifier quelque chose. J'estime que trop de jeunes auteurs ne vont libérés de vers classique ou romantique pour qu'ils s'avalent non seulement rien à dire, mais encore parce qu'ils ne sentaient incapables d'écrire un vers selon Malherbe ou selon Vigny ! P.-N. Roinard s'insurge avec éclats, en maître aussi était dites le droit de brûler les chaleurs de chemise. N'a-t-il pas prouvé qu'il pouvait être le poète de l'Alexandrin ? Avant d'écrire des vers libres, Roinard avait montré qu'il était un excellent classique. » — [240, 136, 385, 197]
subscriber-amount: 10 » — [219, 295, 226, 301]
paragraph: — Faites. — [237, 1073, 253, 1078]
paragraph: Le valet se disposa à disparaître. — [533, 1054, 584, 1059]
allemagne-body — [714, 743, 864, 789]
paragraph: — que ? ordonna monsieur le baron ?... — [385, 1168, 447, 1173]
column-rule-1 — [232, 60, 233, 960]
paragraph: Le concierge, ouvrant et peau, parla: — [681, 1117, 738, 1122]
subscriber-name: Famille M. C. S. — [88, 327, 115, 333]
seance-title-3: au Bien — [776, 603, 802, 612]
paragraph: — Si, répondra Raymond d'une voix ferme, je suis son fils... — [237, 1094, 332, 1099]
paragraph: La candidat lui tendait à cette seconde pour s'y acomponer avec tout ce qu'elle possédait ? — [380, 1001, 518, 1011]
paragraph: Alors, l'homme, hésitant, lui demanda : — [237, 1053, 299, 1058]
serial-column-4 — [528, 976, 666, 1207]
dot-leader — [110, 317, 217, 321]
byline: S. B. — [695, 900, 704, 906]
roinard-title-2: de — [309, 73, 316, 79]
paragraph: — Et qu'as-tu dit à M. de Revel ? — [533, 1122, 586, 1127]
paragraph: Le comte avait devant la porte confidente de l'hôtel. — [681, 1102, 762, 1107]
column-3-header — [398, 60, 703, 109]
theatre-allemand-title: Le Théâtre Allemand — [880, 62, 954, 71]
paragraph: Jamais ce jeune homme ne saurait pour elle autre chose qu'un étranger. — [89, 1148, 200, 1153]
asparagus-block — [240, 700, 385, 797]
dot-leader — [113, 284, 217, 288]
sans-gene-body: chain, sur la jolie belle place de Rouffach (Haut-Rhin), qu monuments à la mémoire du Lefebvre, l'excellent mari du Catherine Ubelher. Lefebvre, sergent aux gardes françaises en 1789, fut âtré de l'abracorid, comme beaucoup d'autres, par la Révolution. Après s'être fait remarquer à Paris, dans plusieurs émeutes, mitrai par ses hommes que par son sang-froid et son énergie, il servit avec éclat aux armées de la Moselle, de Rhin-et-Moselle et de Sambre-et-Meuse, et gagna tous ses grades en onze ans, puis, ayant à quelques plus glorieuses campagnes de la Révolution, du Consulat et de l'Empire. Il termina honorablement Bonaparte dans les journées historiques du 18 brumaire, fut armé, maréchal de France, duc de Dantzig, pair sous la Restauration, qui lui confia le commandement de plusieurs expéditions. — [556, 640, 704, 693]
paragraph: — Et au travail, mon cher, nous sommes tous deux sur l'affaire de mon fils... — [829, 1102, 949, 1107]
divider — [284, 719, 342, 720]
paragraph: Ce qui frappe d'abord dans les théâtres en Allemagne, c'est une aisance rencontrée, c'est l'abondance des matériaux et le pas du théâtre réaliste et seul un concerne le plus architectural, et la technique de la scène, le perfectionnement de la mise en scène, le travail intérieur dans Paris nouveau. — [878, 100, 956, 136]
paragraph: Malgré son optimisme et l'air délicat qu'il affectait, il était légèrement côté. — [533, 1191, 650, 1196]
paragraph: correction... Mais l'état dans une trop grande impatience d'approuver ce qui m'a vais l'honneur de votre visite. — [676, 976, 814, 986]
paragraph: Eh bien ! soit, elle la saisirait, puisque, dans ce combat qu'elle livrait au fond de son être de soi faim, elle n'alimentait point que dans ses propres forces... — [380, 1014, 518, 1024]
